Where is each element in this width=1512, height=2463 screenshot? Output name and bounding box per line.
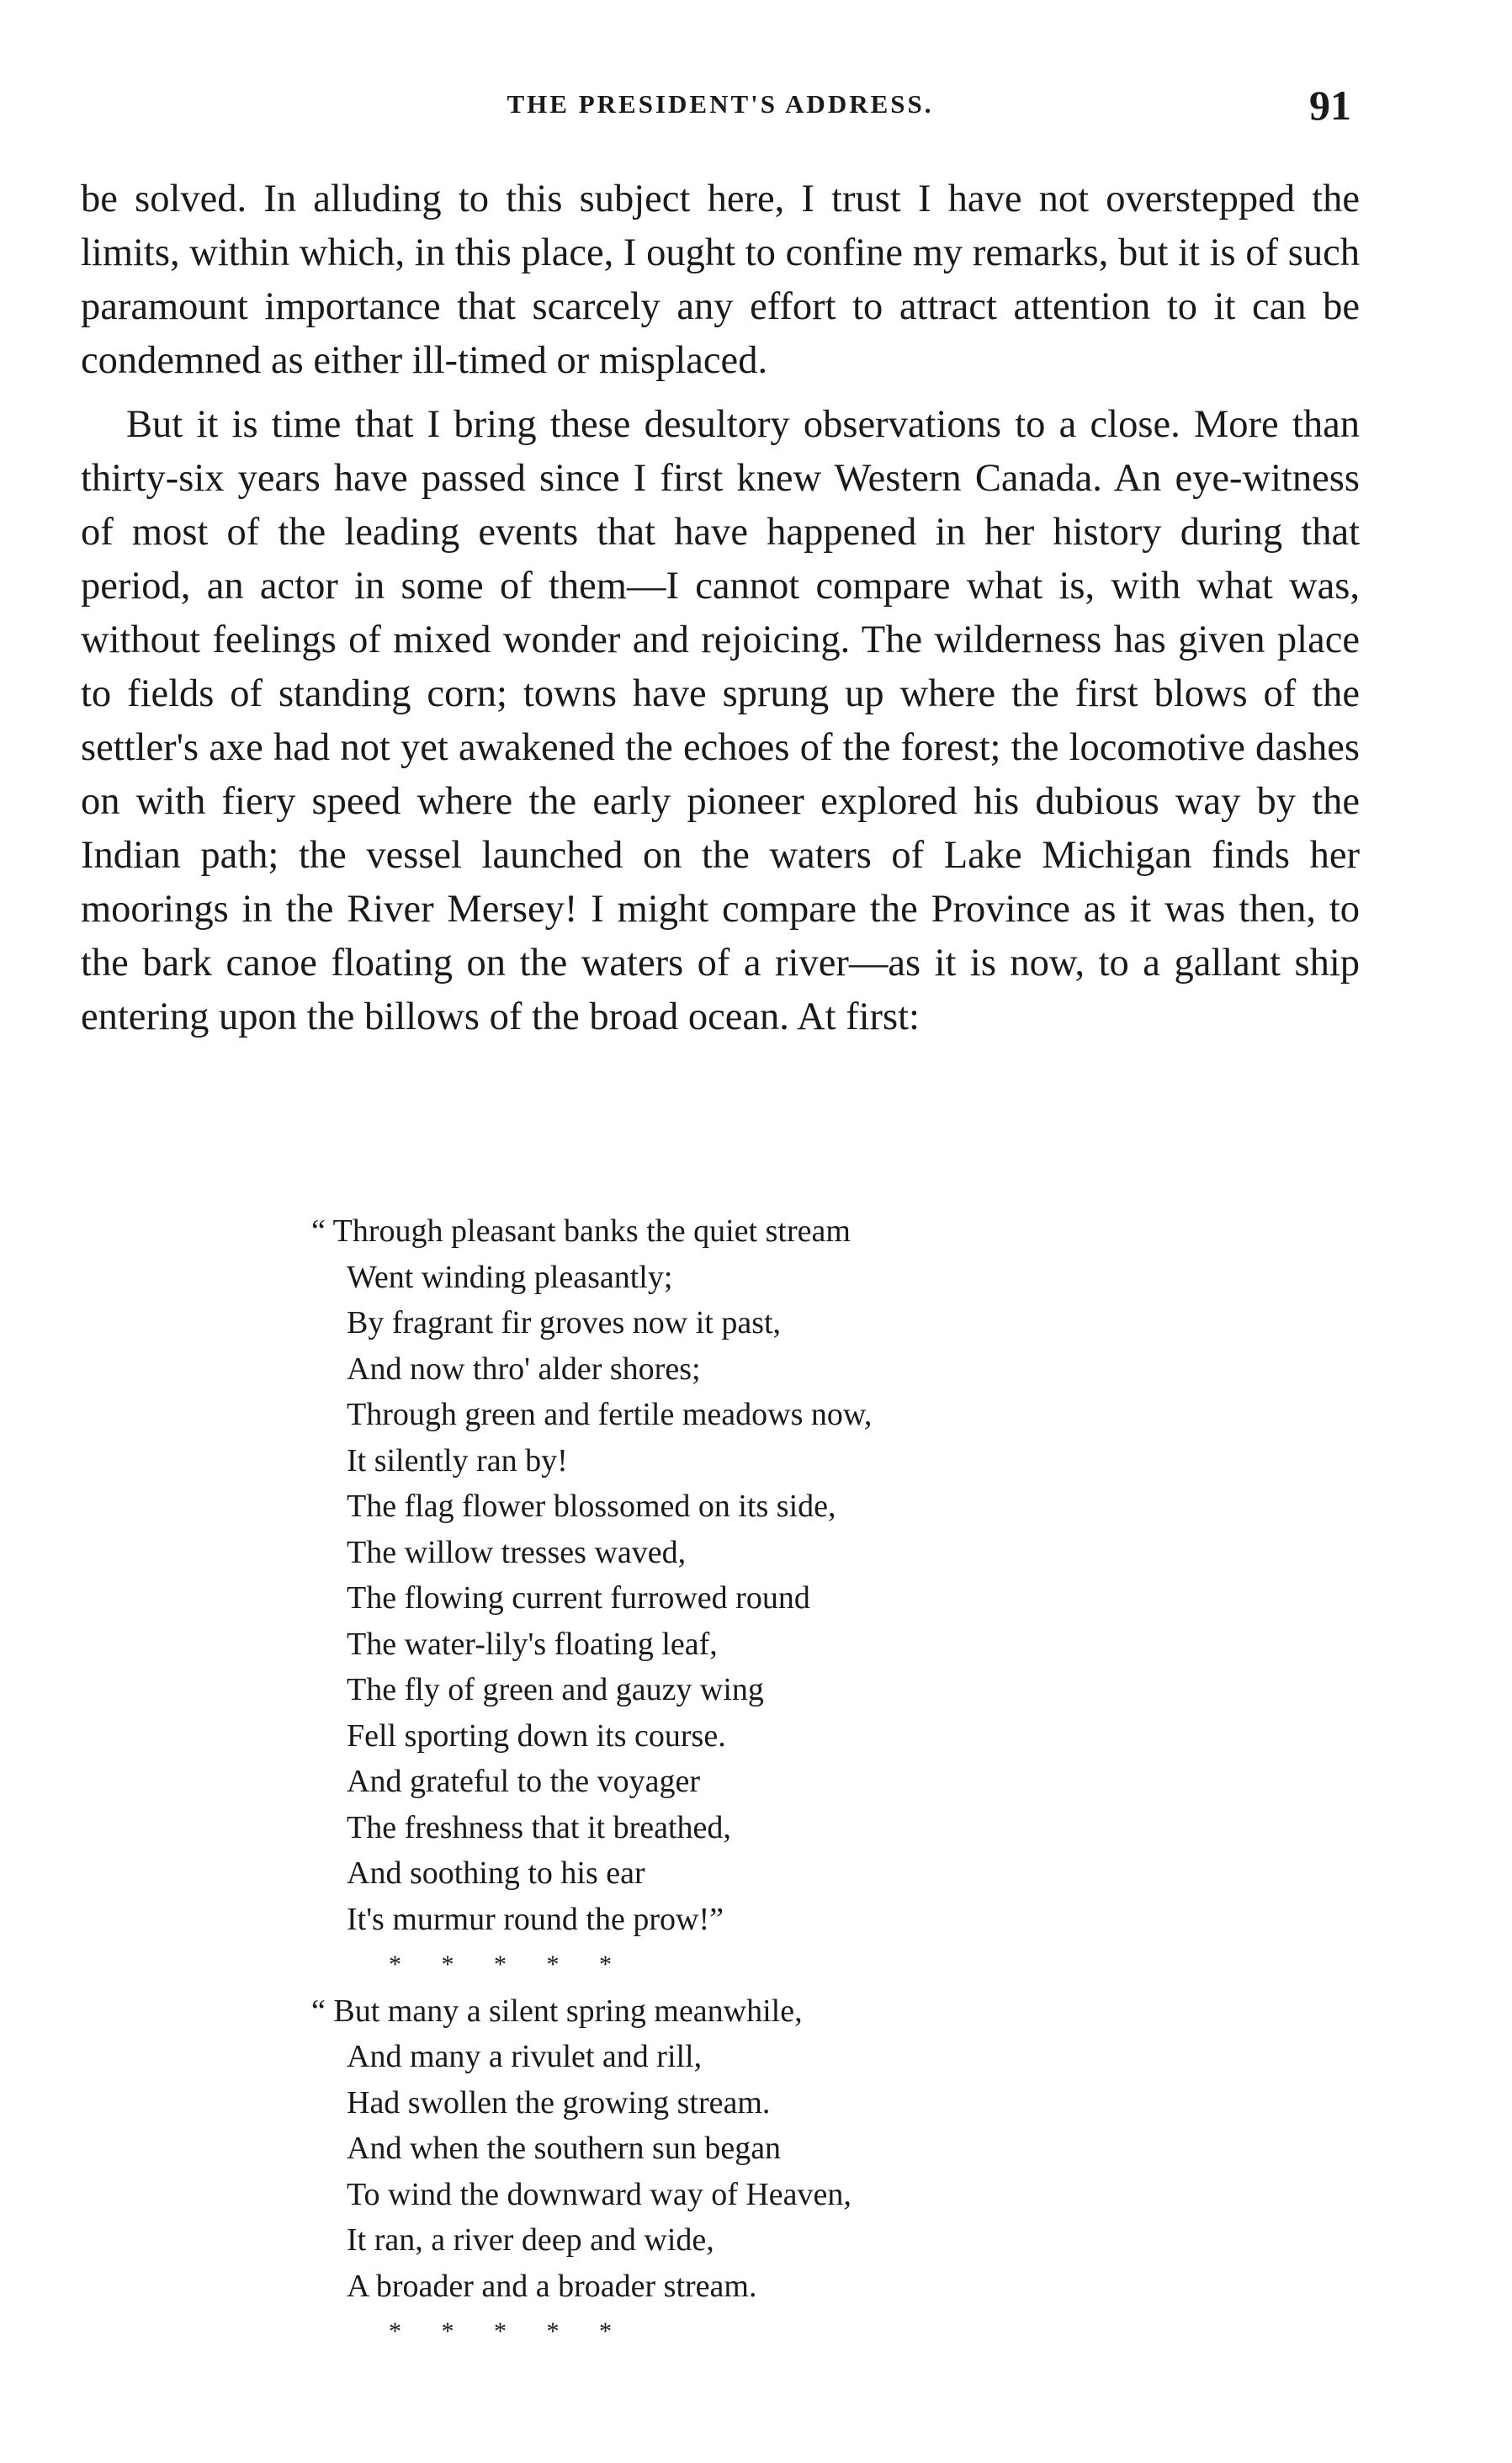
paragraph-1: be solved. In alluding to this subject here, I trust I have not overstepped the limits, within which, in this place, I ought to confine my remarks, but it is of such paramount importance that scarcely any effort to attract attention to it can be condemned as either ill-timed or misplaced. bbox=[81, 178, 1360, 382]
quoted-poem bbox=[311, 1208, 1153, 2355]
poem-line: And grateful to the voyager bbox=[347, 1764, 700, 1799]
poem-line: A broader and a broader stream. bbox=[347, 2268, 757, 2304]
poem-line: To wind the downward way of Heaven, bbox=[347, 2176, 851, 2212]
poem-line: And many a rivulet and rill, bbox=[347, 2039, 703, 2074]
paragraph-2: But it is time that I bring these desultory observations to a close. More than thirty-six years have passed since I first knew Western Canada. An eye-witness of most of the leading events that have happened in her history during that period, an actor in some of them—I cannot compare what is, with what was, without feelings of mixed wonder and rejoicing. The wilderness has given place to fields of standing corn; towns have sprung up where the first blows of the settler's axe had not yet awakened the echoes of the forest; the locomotive dashes on with fiery speed where the early pioneer explored his dubious way by the Indian path; the vessel launched on the waters of Lake Michigan finds her moorings in the River Mersey! I might compare the Province as it was then, to the bark canoe floating on the waters of a river—as it is now, to a gallant ship entering upon the billows of the broad ocean. At first: bbox=[81, 403, 1360, 1038]
poem-line: Went winding pleasantly; bbox=[347, 1259, 673, 1295]
poem-line: It's murmur round the prow!” bbox=[347, 1901, 724, 1937]
poem-line: The flowing current furrowed round bbox=[347, 1580, 810, 1616]
poem-line: The water-lily's floating leaf, bbox=[347, 1626, 718, 1662]
poem-line: It ran, a river deep and wide, bbox=[347, 2222, 714, 2258]
poem-line: And now thro' alder shores; bbox=[347, 1351, 701, 1387]
poem-line: The freshness that it breathed, bbox=[347, 1809, 731, 1845]
poem-line: “ But many a silent spring meanwhile, bbox=[311, 1993, 803, 2029]
section-separator: * * * * * bbox=[389, 1951, 629, 1978]
running-title: THE PRESIDENT'S ADDRESS. bbox=[507, 89, 934, 119]
poem-line: Through green and fertile meadows now, bbox=[347, 1397, 873, 1432]
poem-line: “ Through pleasant banks the quiet stream bbox=[311, 1213, 851, 1249]
poem-line: It silently ran by! bbox=[347, 1442, 568, 1478]
page-header bbox=[81, 81, 1360, 140]
section-separator: * * * * * bbox=[389, 2317, 629, 2345]
poem-line: Had swollen the growing stream. bbox=[347, 2084, 771, 2121]
poem-line: The fly of green and gauzy wing bbox=[347, 1672, 764, 1707]
poem-line: The willow tresses waved, bbox=[347, 1534, 687, 1570]
poem-line: Fell sporting down its course. bbox=[347, 1717, 726, 1754]
poem-line: The flag flower blossomed on its side, bbox=[347, 1489, 836, 1524]
body-text bbox=[81, 173, 1360, 1044]
poem-line: And when the southern sun began bbox=[347, 2131, 782, 2166]
poem-line: And soothing to his ear bbox=[347, 1855, 645, 1891]
poem-line: By fragrant fir groves now it past, bbox=[347, 1305, 782, 1340]
page-number: 91 bbox=[1309, 82, 1351, 129]
